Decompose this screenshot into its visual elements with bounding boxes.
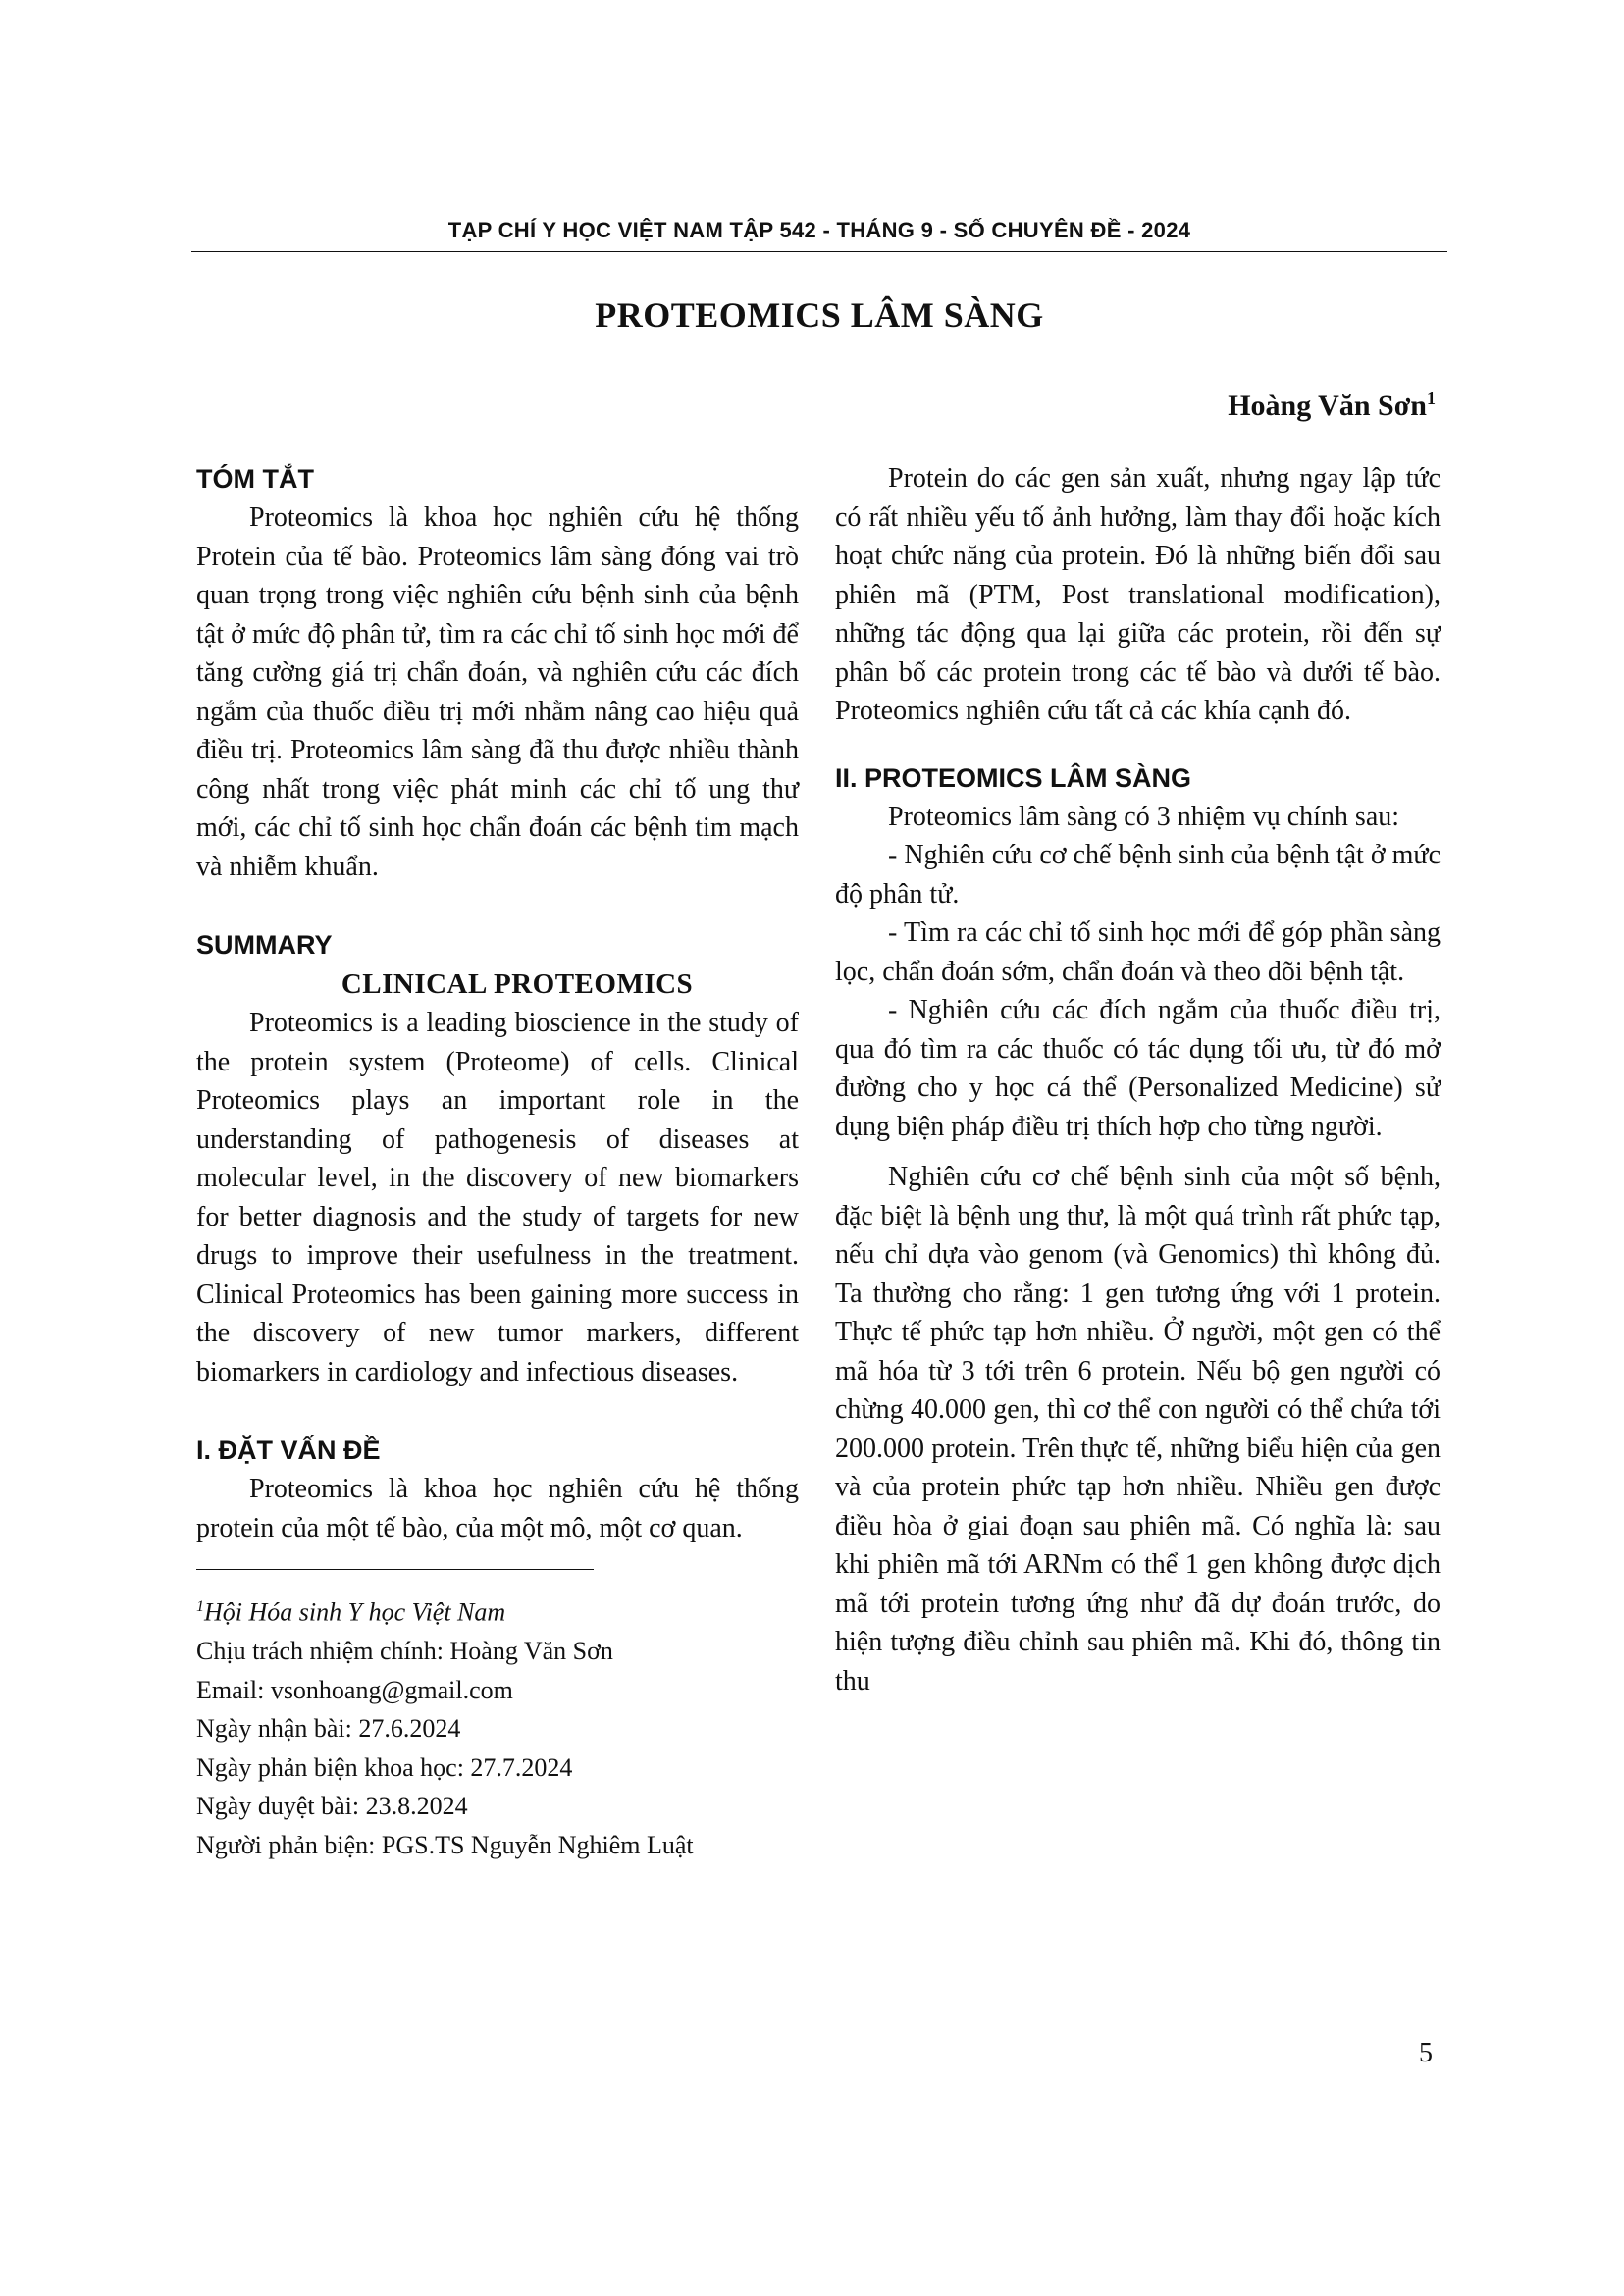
section-1-paragraph-2: Protein do các gen sản xuất, nhưng ngay lập tức có rất nhiều yếu tố ảnh hưởng, làm thay đổi hoặc kích hoạt chức năng của protein. Đó là những biến đổi sau phiên mã (PTM, Post translational modification), những tác động qua lại giữa các protein, rồi đến sự phân bố các protein trong các tế bào và dưới tế bào. Proteomics nghiên cứu tất cả các khía cạnh đó.	[835, 463, 1441, 726]
footnote-received: Ngày nhận bài: 27.6.2024	[196, 1714, 461, 1744]
task-item: - Nghiên cứu các đích ngắm của thuốc điều trị, qua đó tìm ra các thuốc có tác dụng tối ưu, từ đó mở đường cho y học cá thể (Personalized Medicine) sử dụng biện pháp điều trị thích hợp cho từng người.	[835, 995, 1441, 1142]
author-affiliation-mark: 1	[1427, 389, 1436, 408]
journal-running-head: TẠP CHÍ Y HỌC VIỆT NAM TẬP 542 - THÁNG 9 - SỐ CHUYÊN ĐỀ - 2024	[447, 218, 1191, 242]
author-name: Hoàng Văn Sơn	[1228, 390, 1427, 422]
footnote	[196, 1588, 799, 1864]
summary-subtitle: CLINICAL PROTEOMICS	[341, 968, 694, 1000]
abstract-vi-heading: TÓM TẮT	[196, 464, 314, 494]
section-2-heading: II. PROTEOMICS LÂM SÀNG	[835, 762, 1192, 793]
footnote-responsible: Chịu trách nhiệm chính: Hoàng Văn Sơn	[196, 1637, 613, 1666]
task-item: - Nghiên cứu cơ chế bệnh sinh của bệnh tật ở mức độ phân tử.	[835, 840, 1441, 910]
header-rule	[191, 251, 1447, 252]
summary-heading: SUMMARY	[196, 930, 333, 960]
footnote-affiliation: $^1$Hội Hóa sinh Y học Việt Nam	[196, 1597, 506, 1627]
section-2-paragraph: Nghiên cứu cơ chế bệnh sinh của một số bệnh, đặc biệt là bệnh ung thư, là một quá trình rất phức tạp, nếu chỉ dựa vào genom (và Genomics) thì không đủ. Ta thường cho rằng: 1 gen tương ứng với 1 protein. Thực tế phức tạp hơn nhiều. Ở người, một gen có thể mã hóa từ 3 tới trên 6 protein. Nếu bộ gen người có chừng 40.000 gen, thì cơ thể con người có thể chứa tới 200.000 protein. Trên thực tế, những biểu hiện của gen và của protein phức tạp hơn nhiều. Nhiều gen được điều hòa ở giai đoạn sau phiên mã. Có nghĩa là: sau khi phiên mã tới ARNm có thể 1 gen không được dịch mã tới protein tương ứng như đã dự đoán trước, do hiện tượng điều chỉnh sau phiên mã. Khi đó, thông tin thu	[835, 1162, 1441, 1696]
section-1-paragraph-1: Proteomics là khoa học nghiên cứu hệ thống protein của một tế bào, của một mô, một cơ quan.	[196, 1474, 799, 1543]
footnote-accepted: Ngày duyệt bài: 23.8.2024	[196, 1792, 468, 1821]
left-column	[196, 459, 799, 1864]
section-2-intro: Proteomics lâm sàng có 3 nhiệm vụ chính sau:	[888, 801, 1400, 832]
footnote-email: Email: vsonhoang@gmail.com	[196, 1675, 513, 1704]
abstract-vi-text: Proteomics là khoa học nghiên cứu hệ thống Protein của tế bào. Proteomics lâm sàng đóng vai trò quan trọng trong việc nghiên cứu bệnh sinh của bệnh tật ở mức độ phân tử, tìm ra các chỉ tố sinh học mới để tăng cường giá trị chẩn đoán, và nghiên cứu các đích ngắm của thuốc điều trị mới nhằm nâng cao hiệu quả điều trị. Proteomics lâm sàng đã thu được nhiều thành công nhất trong việc phát minh các chỉ tố ung thư mới, các chỉ tố sinh học chẩn đoán các bệnh tim mạch và nhiễm khuẩn.	[196, 502, 799, 882]
footnote-reviewer: Người phản biện: PGS.TS Nguyễn Nghiêm Luật	[196, 1830, 694, 1859]
summary-text: Proteomics is a leading bioscience in the study of the protein system (Proteome) of cells. Clinical Proteomics plays an important role in the understanding of pathogenesis of diseases at molecular level, in the discovery of new biomarkers for better diagnosis and the study of targets for new drugs to improve their usefulness in the treatment. Clinical Proteomics has been gaining more success in the discovery of new tumor markers, different biomarkers in cardiology and infectious diseases.	[196, 1008, 799, 1387]
author-line	[1228, 389, 1436, 423]
right-column	[835, 459, 1441, 1700]
footnote-reviewed: Ngày phản biện khoa học: 27.7.2024	[196, 1752, 573, 1782]
footnote-mark: 1	[196, 1598, 204, 1615]
article-title: PROTEOMICS LÂM SÀNG	[595, 295, 1044, 335]
task-item: - Tìm ra các chỉ tố sinh học mới để góp phần sàng lọc, chẩn đoán sớm, chẩn đoán và theo dõi bệnh tật.	[835, 917, 1441, 987]
page-number: 5	[1419, 2038, 1433, 2068]
footnote-rule	[196, 1569, 594, 1570]
section-1-heading: I. ĐẶT VẤN ĐỀ	[196, 1435, 381, 1465]
